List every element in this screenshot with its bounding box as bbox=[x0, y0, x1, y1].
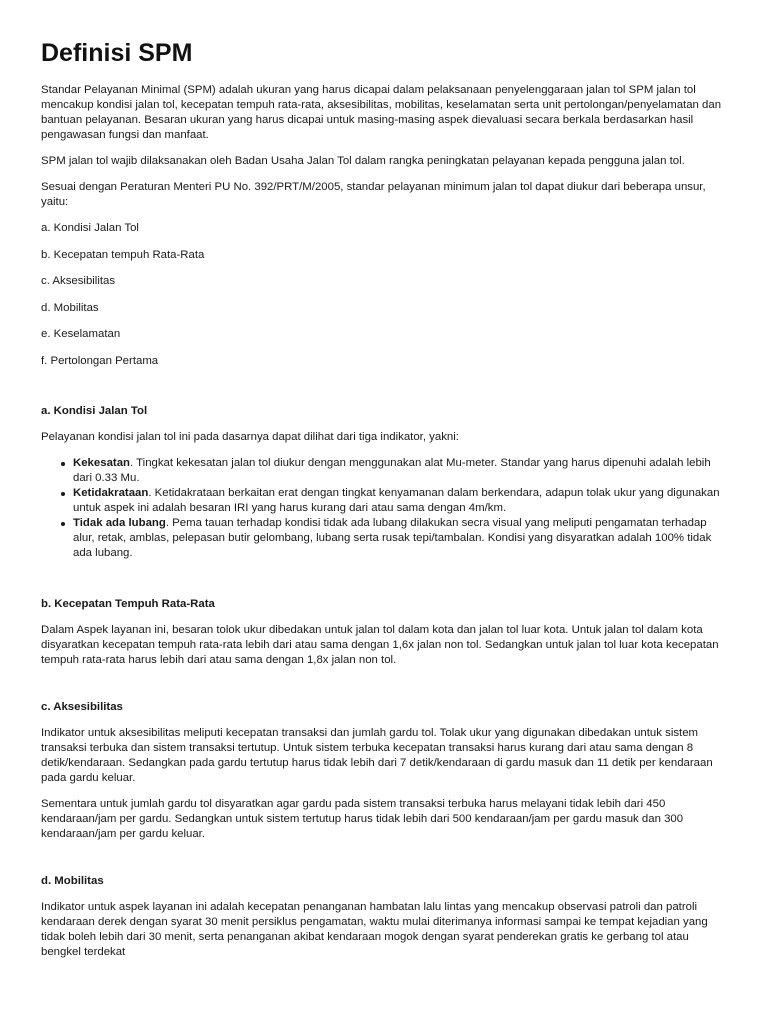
aspect-item-a: a. Kondisi Jalan Tol bbox=[41, 222, 139, 234]
section-spacer bbox=[41, 561, 728, 597]
aspect-item-c: c. Aksesibilitas bbox=[41, 275, 116, 287]
intro-paragraph-3: Sesuai dengan Peraturan Menteri PU No. 392/PRT/M/2005, standar pelayanan minimum jalan tol dapat diukur dari beberapa unsur, yaitu: bbox=[41, 181, 706, 208]
aspect-item-b: b. Kecepatan tempuh Rata-Rata bbox=[41, 248, 205, 261]
indicator-kekesatan bbox=[73, 456, 728, 486]
indicator-term: Tidak ada lubang bbox=[73, 517, 166, 529]
aspect-item-f: f. Pertolongan Pertama bbox=[41, 354, 159, 367]
section-a-lead: Pelayanan kondisi jalan tol ini pada dasarnya dapat dilihat dari tiga indikator, yakni: bbox=[41, 431, 459, 443]
indicator-text: . Ketidakrataan berkaitan erat dengan tingkat kenyamanan dalam berkendara, adapun tolak ukur yang digunakan untuk aspek ini adalah besaran IRI yang harus kurang dari atau sama dengan 4m/km. bbox=[73, 487, 720, 514]
section-d-body: Indikator untuk aspek layanan ini adalah kecepatan penanganan hambatan lalu lintas yang mencakup observasi patroli dan patroli kendaraan derek dengan syarat 30 menit persiklus pengamatan, waktu mulai diterimanya informasi sampai ke tempat kejadian yang tidak boleh lebih dari 30 menit, serta penanganan akibat kendaraan mogok dengan syarat penderekan gratis ke gerbang tol atau bengkel terdekat bbox=[41, 901, 708, 958]
section-b-heading: b. Kecepatan Tempuh Rata-Rata bbox=[41, 598, 215, 610]
indicator-term: Ketidakrataan bbox=[73, 487, 149, 499]
section-spacer bbox=[41, 380, 728, 404]
section-spacer bbox=[41, 853, 728, 874]
aspect-item-d: d. Mobilitas bbox=[41, 301, 99, 314]
section-c-body-2: Sementara untuk jumlah gardu tol disyaratkan agar gardu pada sistem transaksi terbuka harus melayani tidak lebih dari 450 kendaraan/jam per gardu. Sedangkan untuk sistem tertutup harus tidak lebih dari 500 kendaraan/jam per gardu masuk dan 300 kendaraan/jam per gardu keluar. bbox=[41, 798, 684, 840]
indicator-text: . Tingkat kekesatan jalan tol diukur dengan menggunakan alat Mu-meter. Standar yang harus dipenuhi adalah lebih dari 0.33 Mu. bbox=[73, 457, 711, 484]
bullet-icon bbox=[61, 522, 65, 526]
bullet-icon bbox=[61, 462, 65, 466]
section-a-heading: a. Kondisi Jalan Tol bbox=[41, 405, 148, 417]
condition-indicator-list bbox=[41, 456, 728, 561]
bullet-icon bbox=[61, 492, 65, 496]
section-b-body: Dalam Aspek layanan ini, besaran tolok ukur dibedakan untuk jalan tol dalam kota dan jalan tol luar kota. Untuk jalan tol dalam kota disyaratkan kecepatan tempuh rata-rata lebih dari atau sama dengan 1,6x jalan non tol. Sedangkan untuk jalan tol luar kota kecepatan tempuh rata-rata harus lebih dari atau sama dengan 1,8x jalan non tol. bbox=[41, 624, 719, 666]
aspect-item-e: e. Keselamatan bbox=[41, 328, 121, 340]
intro-paragraph-2: SPM jalan tol wajib dilaksanakan oleh Badan Usaha Jalan Tol dalam rangka peningkatan pelayanan kepada pengguna jalan tol. bbox=[41, 155, 685, 167]
section-d-heading: d. Mobilitas bbox=[41, 875, 104, 887]
indicator-tidak-ada-lubang bbox=[73, 516, 728, 561]
intro-paragraph-1: Standar Pelayanan Minimal (SPM) adalah ukuran yang harus dicapai dalam pelaksanaan penyelenggaraan jalan tol SPM jalan tol mencakup kondisi jalan tol, kecepatan tempuh rata-rata, aksesibilitas, mobilitas, keselamatan serta unit pertolongan/penyelamatan dan bantuan pelayanan. Besaran ukuran yang harus dicapai untuk masing-masing aspek dievaluasi secara berkala berdasarkan hasil pengawasan fungsi dan manfaat. bbox=[41, 84, 722, 141]
section-spacer bbox=[41, 679, 728, 700]
section-c-body-1: Indikator untuk aksesibilitas meliputi kecepatan transaksi dan jumlah gardu tol. Tolak ukur yang digunakan dibedakan untuk sistem transaksi terbuka dan sistem transaksi tertutup. Untuk sistem terbuka kecepatan transaksi harus kurang dari atau sama dengan 8 detik/kendaraan. Sedangkan pada gardu tertutup harus tidak lebih dari 7 detik/kendaraan di gardu masuk dan 11 detik per kendaraan pada gardu keluar. bbox=[41, 727, 713, 784]
page-title: Definisi SPM bbox=[41, 39, 193, 67]
indicator-ketidakrataan bbox=[73, 486, 728, 516]
indicator-term: Kekesatan bbox=[73, 457, 130, 469]
section-c-heading: c. Aksesibilitas bbox=[41, 701, 123, 713]
indicator-text: . Pema tauan terhadap kondisi tidak ada lubang dilakukan secra visual yang meliputi pengamatan terhadap alur, retak, amblas, pelepasan butir gelombang, lubang serta rusak tepi/tambalan. Kondisi yang disyaratkan adalah 100% tidak ada lubang. bbox=[73, 517, 712, 559]
